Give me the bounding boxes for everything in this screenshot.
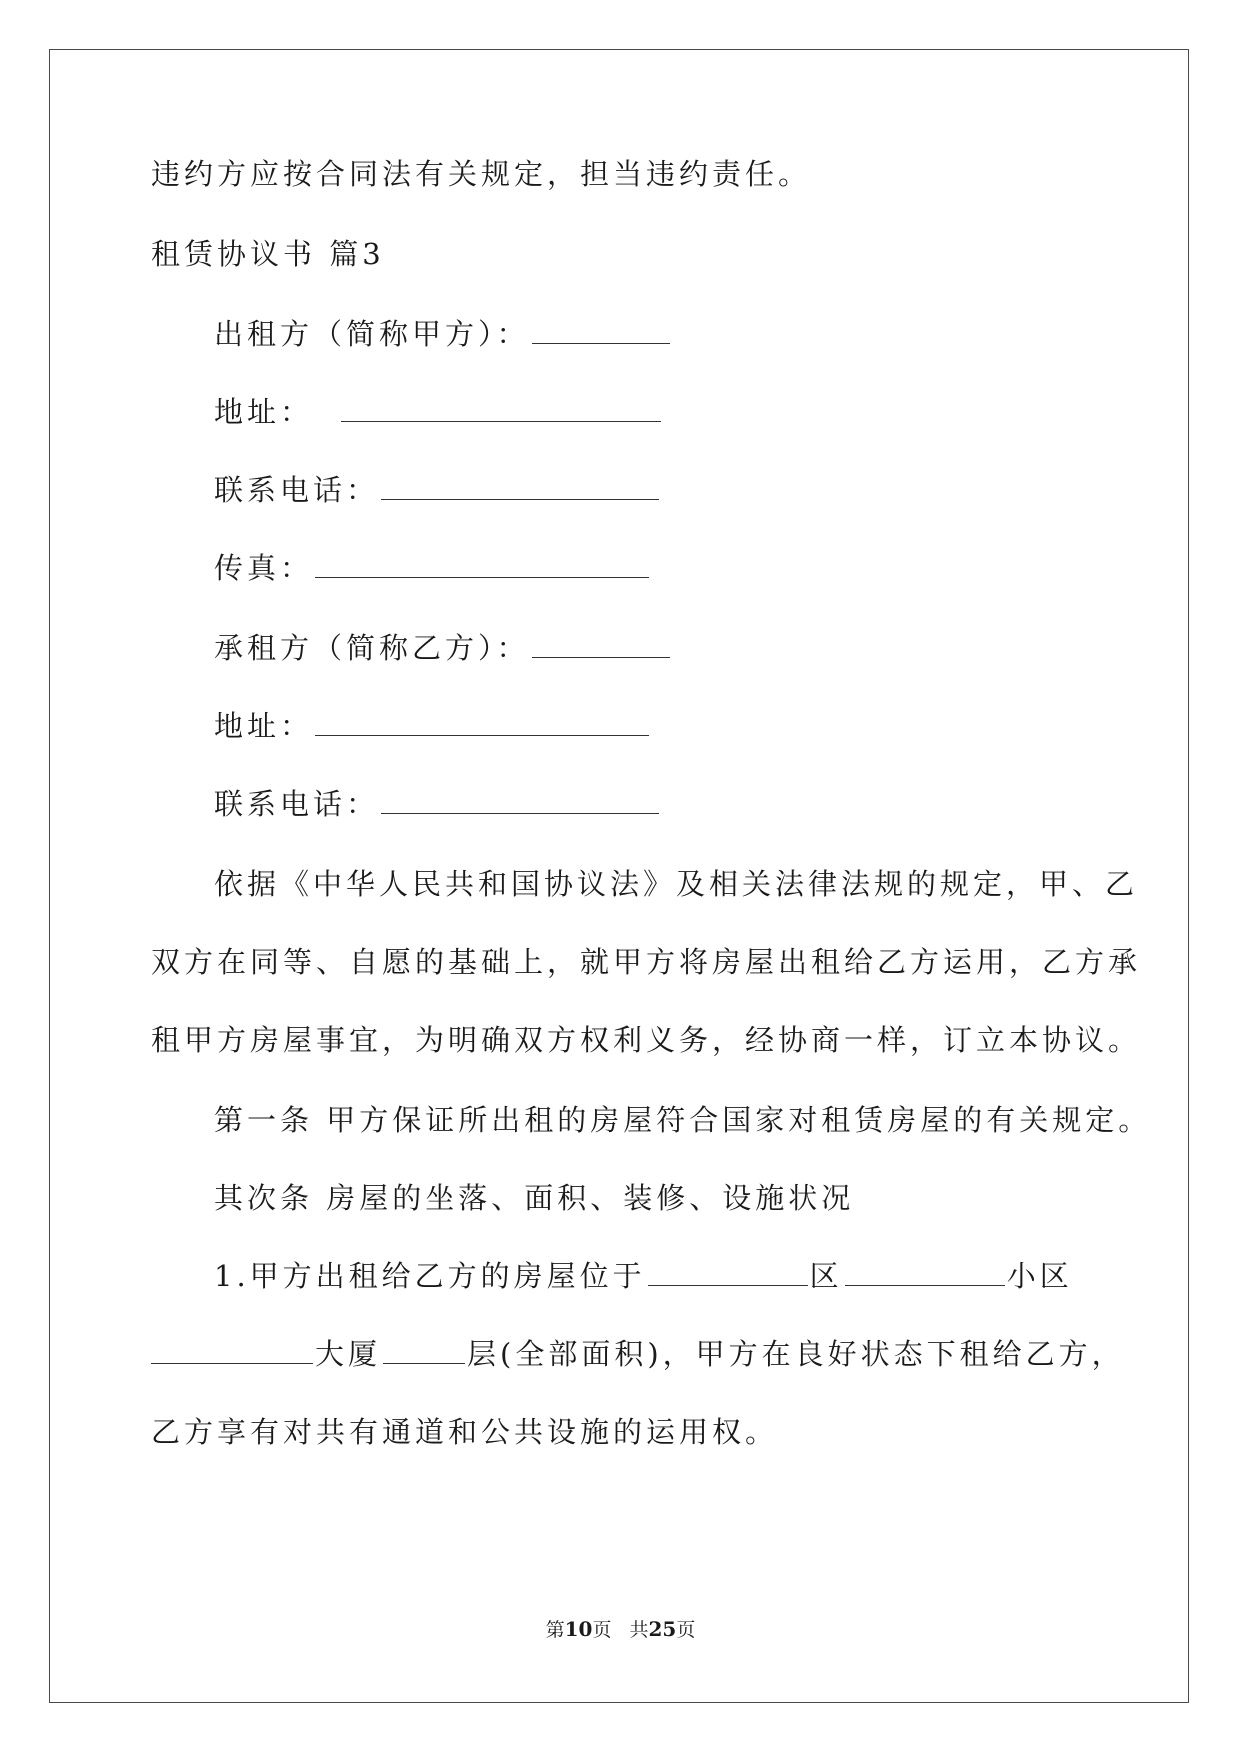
footer-current-page: 10 [564,1617,593,1641]
lessor-fax-label: 传真： [214,551,314,585]
clause-1-text-b: 区 [809,1259,843,1293]
lessee-line [214,631,672,665]
paragraph-breach: 违约方应按合同法有关规定，担当违约责任。 [151,157,812,191]
clause-1-line-1 [214,1259,1073,1293]
lessee-address-blank [315,713,649,736]
lessor-phone-line [214,473,661,507]
lessor-address-blank [341,399,661,422]
paragraph-basis-3: 租甲方房屋事宜，为明确双方权利义务，经协商一样，订立本协议。 [151,1023,1142,1057]
lessor-fax-blank [315,555,649,578]
community-blank [845,1263,1005,1286]
clause-1-text-d: 大厦 [315,1337,382,1371]
lessee-address-line [214,709,651,743]
article-1: 第一条 甲方保证所出租的房屋符合国家对租赁房屋的有关规定。 [214,1103,1152,1137]
paragraph-basis-2: 双方在同等、自愿的基础上，就甲方将房屋出租给乙方运用，乙方承 [151,945,1142,979]
lessor-phone-blank [381,477,659,500]
footer-total-suffix: 页 [676,1619,696,1641]
section-title: 租赁协议书 篇3 [151,237,385,271]
building-blank [151,1341,313,1364]
lessee-phone-line [214,787,661,821]
lessor-address-line [214,395,663,429]
clause-1-text-a: 1.甲方出租给乙方的房屋位于 [214,1259,646,1293]
page-footer [0,1615,1241,1642]
lessee-blank [532,635,670,658]
lessor-blank [532,321,670,344]
clause-1-line-3: 乙方享有对共有通道和公共设施的运用权。 [151,1415,779,1449]
footer-prefix: 第 [545,1619,565,1641]
lessee-phone-label: 联系电话： [214,787,380,821]
footer-total-prefix: 共 [629,1619,649,1641]
lessee-phone-blank [381,791,659,814]
lessee-label: 承租方（简称乙方）： [214,631,530,665]
clause-1-text-e: 层(全部面积)，甲方在良好状态下租给乙方， [467,1337,1125,1371]
floor-blank [383,1341,465,1364]
clause-1-line-2 [151,1337,1125,1371]
lessee-address-label: 地址： [214,709,314,743]
lessor-phone-label: 联系电话： [214,473,380,507]
paragraph-basis-1: 依据《中华人民共和国协议法》及相关法律法规的规定，甲、乙 [214,867,1139,901]
lessor-fax-line [214,551,651,585]
lessor-label: 出租方（简称甲方）： [214,317,530,351]
footer-page-word: 页 [592,1619,612,1641]
lessor-line [214,317,672,351]
clause-1-text-c: 小区 [1006,1259,1073,1293]
footer-total-pages: 25 [648,1617,677,1641]
lessor-address-label: 地址： [214,395,314,429]
article-2: 其次条 房屋的坐落、面积、装修、设施状况 [214,1181,855,1215]
district-blank [648,1263,808,1286]
